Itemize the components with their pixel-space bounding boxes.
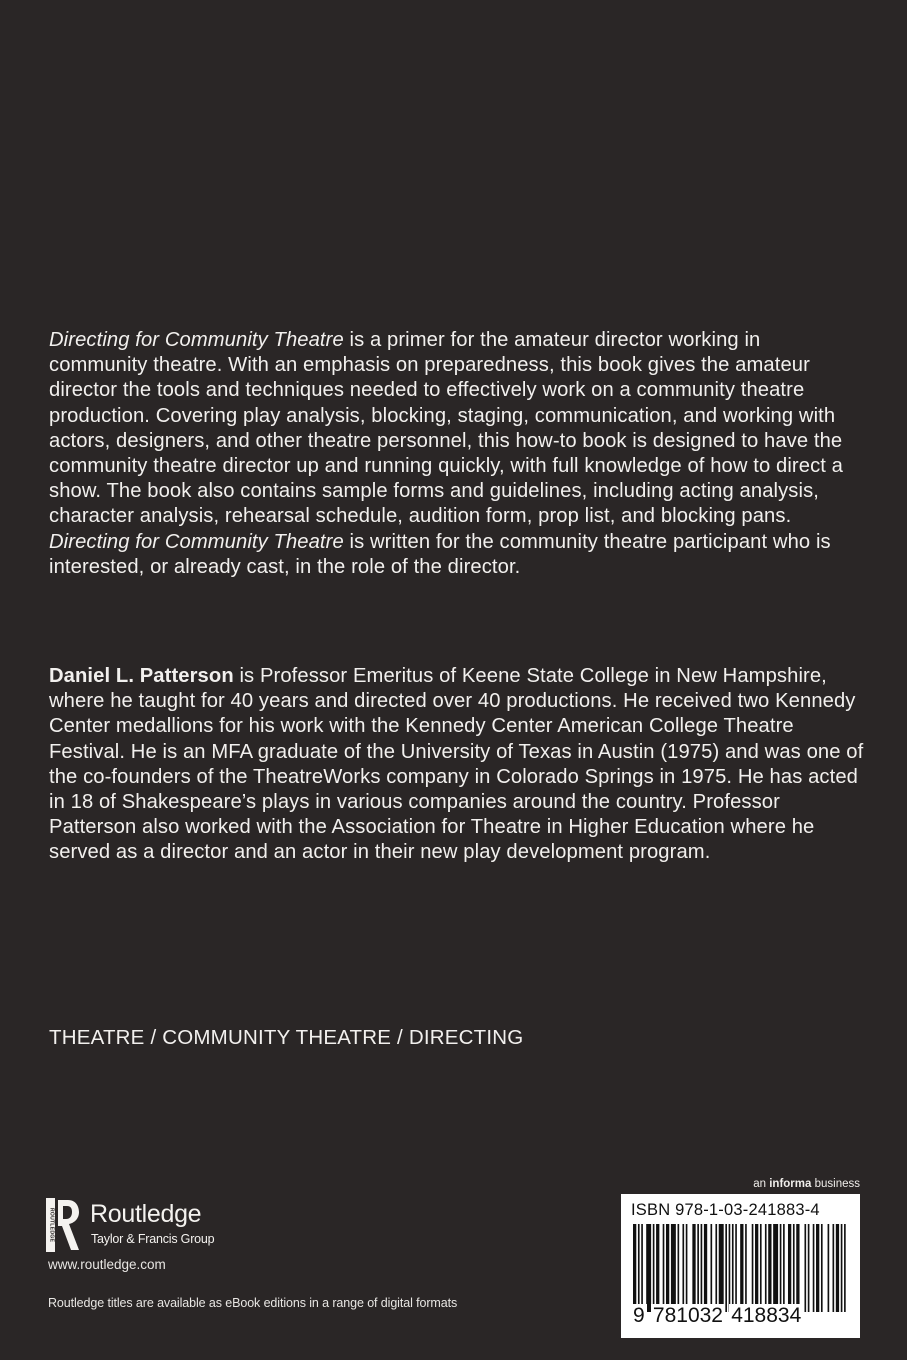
routledge-logo [46,1198,246,1253]
description-text: is a primer for the amateur director working in community theatre. With an emphasis on preparedness, this book gives the amateur director the tools and techniques needed to effectively work on a community theatre production. Covering play analysis, blocking, staging, communication, and working with actors, designers, and other theatre personnel, this how-to book is designed to have the community theatre director up and running quickly, with full knowledge of how to direct a show. The book also contains sample forms and guidelines, including acting analysis, character analysis, rehearsal schedule, audition form, prop list, and blocking pans. [49,329,844,528]
barcode-bar [768,1224,771,1312]
barcode-bar [711,1224,713,1312]
barcode-bar [844,1224,846,1312]
ebook-note: Routledge titles are available as eBook editions in a range of digital formats [48,1296,458,1310]
barcode-bar [678,1224,680,1312]
barcode-bar [666,1224,669,1312]
barcode-first-digit: 9 [633,1304,645,1327]
barcode-bar [653,1224,655,1312]
informa-prefix: an [753,1178,770,1190]
barcode-bar [697,1224,699,1312]
barcode-bar [682,1224,684,1312]
barcode-bar [715,1224,717,1312]
barcode-bar [813,1224,815,1312]
barcode-bar [656,1224,659,1312]
barcode-digits [631,1304,803,1328]
barcode-bar [821,1224,823,1312]
barcode-bar [686,1224,688,1312]
barcode-bar [740,1224,743,1312]
barcode-bar [755,1224,758,1312]
barcode-bar [735,1224,737,1312]
barcode-bar [752,1224,754,1312]
publisher-name: Routledge [90,1200,202,1228]
barcode-bar [745,1224,747,1312]
barcode-bar [663,1224,665,1312]
book-title-italic: Directing for Community Theatre [49,329,344,351]
author-bio [49,664,864,866]
barcode-bar [692,1224,695,1312]
barcode-bar [701,1224,703,1312]
subject-category: THEATRE / COMMUNITY THEATRE / DIRECTING [49,1026,524,1049]
barcode-bars [633,1224,849,1312]
barcode-bar [828,1224,830,1312]
barcode-bar [719,1224,724,1312]
description-text: is written for the community theatre participant who is interested, or already cast, in the role of the director. [49,530,831,578]
barcode-bar [704,1224,707,1312]
barcode-bar [780,1224,782,1312]
barcode-bar [760,1224,762,1312]
barcode-bar [788,1224,791,1312]
barcode-bar [833,1224,835,1312]
barcode-bar [796,1224,799,1312]
informa-business-tag [753,1178,860,1190]
barcode-bar [804,1224,806,1312]
routledge-r-icon [46,1198,80,1252]
informa-suffix: business [811,1178,860,1190]
barcode-bar [638,1224,640,1312]
isbn-barcode [621,1194,860,1338]
barcode-bar [732,1224,734,1312]
barcode-bar [725,1224,727,1312]
barcode-right-digits: 418834 [731,1304,802,1327]
informa-brand: informa [769,1178,812,1190]
barcode-bar [836,1224,839,1312]
barcode-bar [765,1224,767,1312]
book-description [49,328,864,580]
author-bio-text: is Professor Emeritus of Keene State College in New Hampshire, where he taught for 40 years and directed over 40 productions. He received two Kennedy Center medallions for his work with the Kennedy Center American College Theatre Festival. He is an MFA graduate of the University of Texas in Austin (1975) and was one of the co-founders of the TheatreWorks company in Colorado Springs in 1975. He has acted in 18 of Shakespeare’s plays in various companies around the country. Professor Patterson also worked with the Association for Theatre in Higher Education where he served as a director and an actor in their new play development program. [49,665,864,864]
barcode-bar [816,1224,819,1312]
barcode-bar [729,1224,731,1312]
svg-text:ROUTLEDGE: ROUTLEDGE [48,1207,55,1243]
barcode-bar [783,1224,785,1312]
barcode-bar [808,1224,810,1312]
barcode-bar [793,1224,795,1312]
barcode-left-digits: 781032 [652,1304,723,1327]
barcode-bar [841,1224,843,1312]
author-name: Daniel L. Patterson [49,665,234,687]
barcode-bar [633,1224,636,1312]
book-title-italic: Directing for Community Theatre [49,530,344,553]
barcode-bar [641,1224,643,1312]
barcode-bar [773,1224,778,1312]
isbn-label: ISBN 978-1-03-241883-4 [631,1201,820,1219]
publisher-website: www.routledge.com [48,1257,166,1272]
publisher-group: Taylor & Francis Group [91,1232,215,1246]
barcode-bar [671,1224,676,1312]
barcode-bar [646,1224,651,1312]
